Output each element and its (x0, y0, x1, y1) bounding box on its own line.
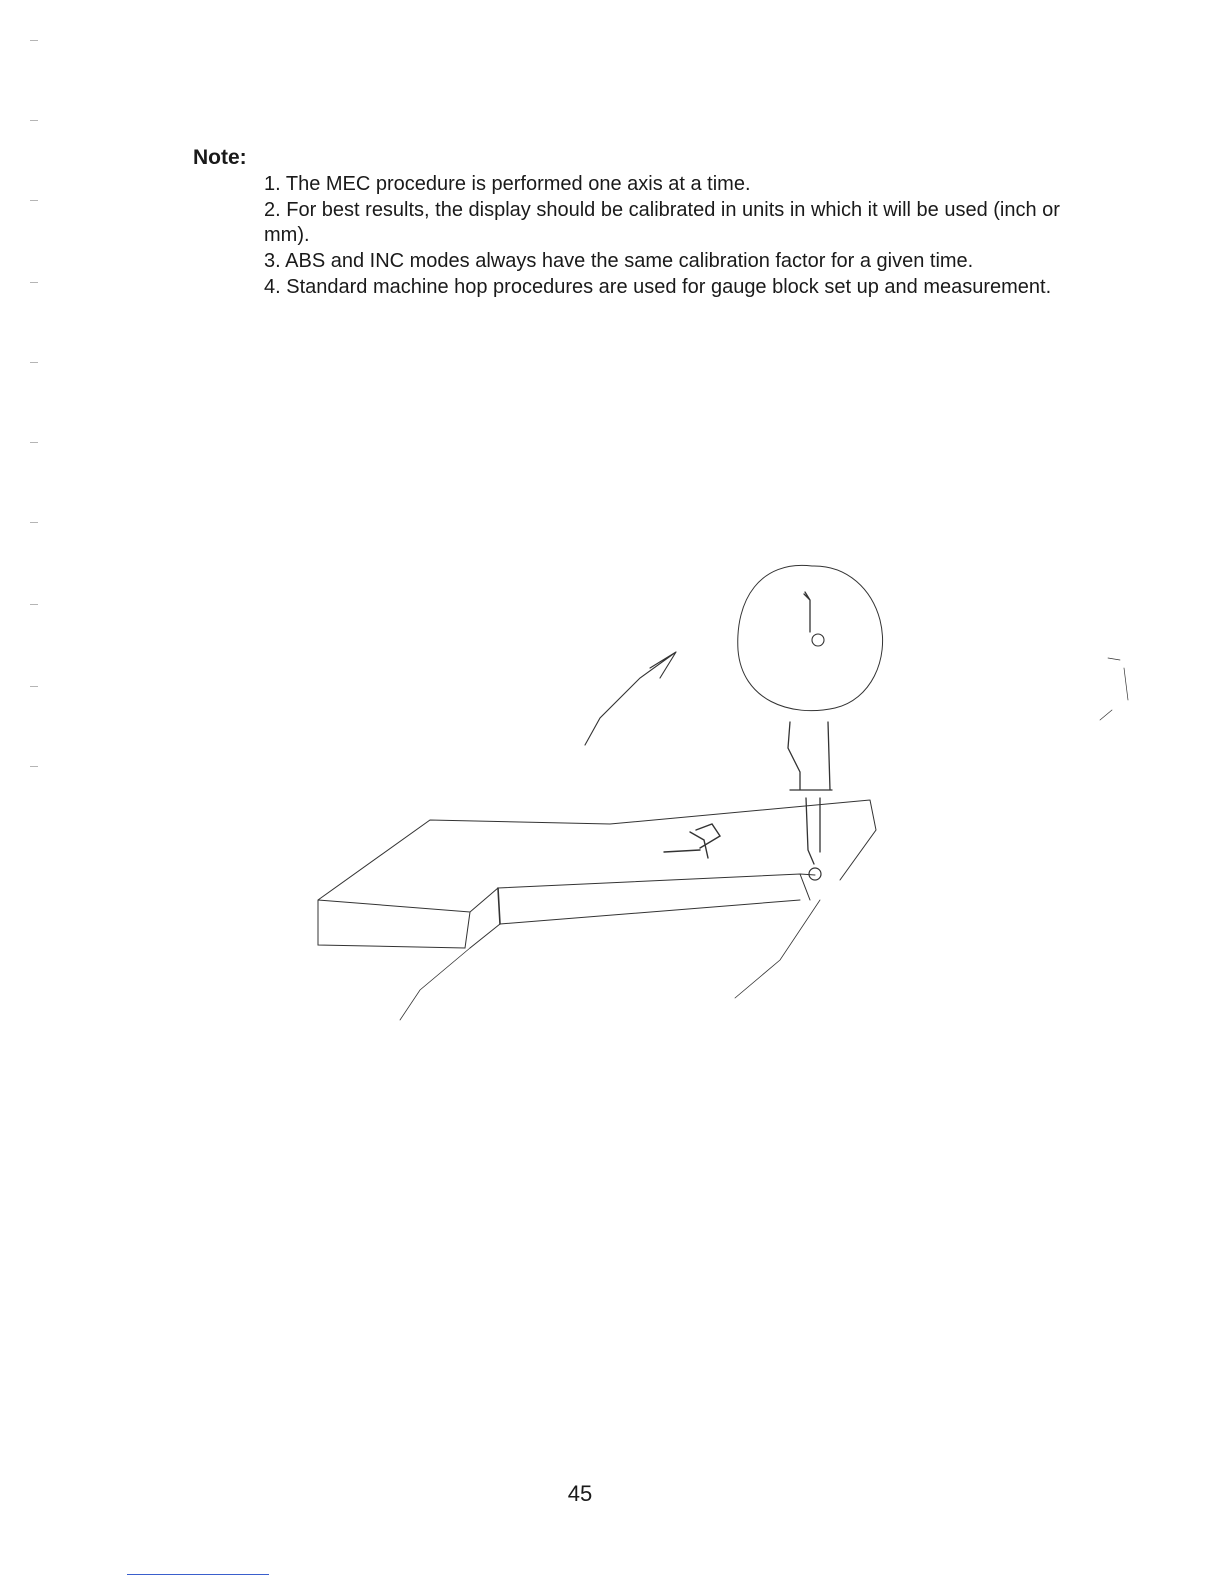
dial-needle (804, 592, 810, 632)
indicator-probe (806, 798, 820, 864)
page-number: 45 (567, 1481, 593, 1506)
note-heading: Note: (193, 146, 247, 169)
stray-mark (1100, 658, 1128, 720)
plate-leg-left (400, 948, 470, 1020)
indicator-stem (788, 722, 832, 790)
note-item: 4. Standard machine hop procedures are used for gauge block set up and measurement. (264, 275, 1052, 298)
note-item: 3. ABS and INC modes always have the same calibration factor for a given time. (264, 250, 974, 273)
plate-leg-right (735, 900, 820, 998)
note-item: 2. For best results, the display should be calibrated in units in which it will be used (inch or mm). (264, 198, 1060, 247)
probe-tip (809, 868, 821, 880)
footer-rule (127, 1574, 269, 1575)
dial-face (738, 565, 883, 710)
surface-plate (318, 800, 876, 948)
note-item: 1. The MEC procedure is performed one axis at a time. (264, 173, 751, 195)
gauge-block-mark (664, 824, 720, 858)
direction-arrow (585, 652, 676, 745)
dial-pivot (812, 634, 824, 646)
plate-edge (498, 888, 500, 924)
